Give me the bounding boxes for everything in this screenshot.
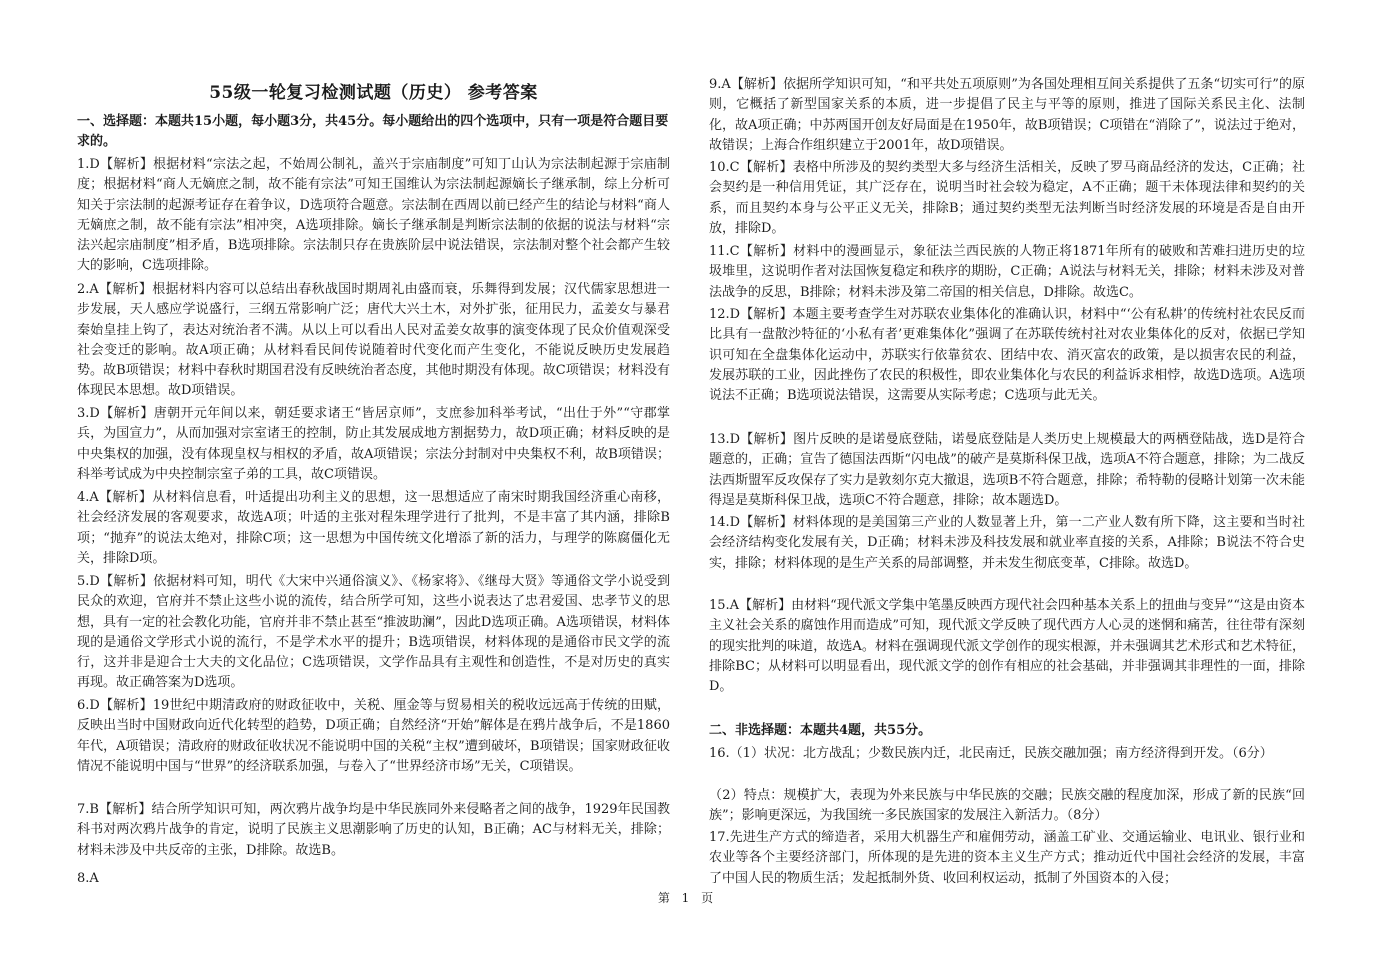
answer-item-7: 7.B【解析】结合所学知识可知，两次鸦片战争均是中华民族同外来侵略者之间的战争，1929年民国教科书对两次鸦片战争的肯定，说明了民族主义思潮影响了历史的认知，B正确；AC与材料无关，排除；材料未涉及中共反帝的主张，D排除。故选B。 bbox=[77, 802, 670, 858]
answer-item-14: 14.D【解析】材料体现的是美国第三产业的人数显著上升，第一二产业人数有所下降，这主要和当时社会经济结构变化发展有关，D正确；材料未涉及科技发展和就业率直接的关系，A排除；B说法不符合史实，排除；材料体现的是生产关系的局部调整，并未发生彻底变革，C排除。故选D。 bbox=[709, 515, 1305, 571]
answer-item-8: 8.A bbox=[77, 871, 99, 886]
answer-item-11: 11.C【解析】材料中的漫画显示，象征法兰西民族的人物正将1871年所有的破败和苦难扫进历史的垃圾堆里，这说明作者对法国恢复稳定和秩序的期盼，C正确；A说法与材料无关，排除；材料未涉及对普法战争的反思，B排除；材料未涉及第二帝国的相关信息，D排除。故选C。 bbox=[709, 244, 1305, 300]
answer-item-10: 10.C【解析】表格中所涉及的契约类型大多与经济生活相关，反映了罗马商品经济的发达，C正确；社会契约是一种信用凭证，其广泛存在，说明当时社会较为稳定，A不正确；题干未体现法律和契约的关系，而且契约本身与公平正义无关，排除B；通过契约类型无法判断当时经济发展的环境是否是自由开放，排除D。 bbox=[709, 160, 1305, 236]
section-2-heading: 二、非选择题：本题共4题，共55分。 bbox=[709, 723, 932, 738]
answer-item-5: 5.D【解析】依据材料可知，明代《大宋中兴通俗演义》、《杨家将》、《继母大贤》等通俗文学小说受到民众的欢迎，官府并不禁止这些小说的流传，结合所学可知，这些小说表达了忠君爱国、忠孝节义的思想，具有一定的社会教化功能，官府并非不禁止甚至“推波助澜”，因此D选项正确。A选项错误，材料体现的是通俗文学形式小说的流行，不是学术水平的提升；B选项错误，材料体现的是通俗市民文学的流行，这并非是迎合士大夫的文化品位；C选项错误，文学作品具有主观性和创造性，不是对历史的真实再现。故正确答案为D选项。 bbox=[77, 574, 670, 691]
answer-item-17: 17.先进生产方式的缔造者，采用大机器生产和雇佣劳动，涵盖工矿业、交通运输业、电讯业、银行业和农业等各个主要经济部门，所体现的是先进的资本主义生产方式；推动近代中国社会经济的发展，丰富了中国人民的物质生活；发起抵制外货、收回利权运动，抵制了外国资本的入侵； bbox=[709, 830, 1305, 886]
answer-item-16-part-2: （2）特点：规模扩大，表现为外来民族与中华民族的交融；民族交融的程度加深，形成了新的民族“回族”；影响更深远，为我国统一多民族国家的发展注入新活力。（8分） bbox=[709, 788, 1305, 824]
answer-item-3: 3.D【解析】唐朝开元年间以来，朝廷要求诸王“皆居京师”，支庶参加科举考试，“出仕于外”“守郡掌兵，为国宣力”，从而加强对宗室诸王的控制，防止其发展成地方割据势力，故D项正确；材料反映的是中央集权的加强，没有体现皇权与相权的矛盾，故A项错误；宗法分封制对中央集权不利，故B项错误；科举考试成为中央控制宗室子弟的工具，故C项错误。 bbox=[77, 406, 670, 482]
answer-item-13: 13.D【解析】图片反映的是诺曼底登陆，诺曼底登陆是人类历史上规模最大的两栖登陆战，选D是符合题意的，正确；宣告了德国法西斯“闪电战”的破产是莫斯科保卫战，选项A不符合题意，排除；为二战反法西斯盟军反攻保存了实力是敦刻尔克大撤退，选项B不符合题意，排除；希特勒的侵略计划第一次未能得逞是莫斯科保卫战，选项C不符合题意，排除；故本题选D。 bbox=[709, 432, 1305, 508]
answer-item-6: 6.D【解析】19世纪中期清政府的财政征收中，关税、厘金等与贸易相关的税收远远高于传统的田赋，反映出当时中国财政向近代化转型的趋势，D项正确；自然经济“开始”解体是在鸦片战争后，不是1860年代，A项错误；清政府的财政征收状况不能说明中国的关税“主权”遭到破坏，B项错误；国家财政征收情况不能说明中国与“世界”的经济联系加强，与卷入了“世界经济市场”无关，C项错误。 bbox=[77, 698, 670, 774]
answer-item-15: 15.A【解析】由材料“现代派文学集中笔墨反映西方现代社会四种基本关系上的扭曲与变异”“这是由资本主义社会关系的腐蚀作用而造成”可知，现代派文学反映了现代西方人心灵的迷惘和痛苦，往往带有深刻的现实批判的味道，故选A。材料在强调现代派文学创作的现实根源，并未强调其艺术形式和艺术特征，排除BC；从材料可以明显看出，现代派文学的创作有相应的社会基础，并非强调其非理性的一面，排除D。 bbox=[709, 598, 1306, 695]
answer-item-2: 2.A【解析】根据材料内容可以总结出春秋战国时期周礼由盛而衰，乐舞得到发展；汉代儒家思想进一步发展，天人感应学说盛行，三纲五常影响广泛；唐代大兴土木，对外扩张，征用民力，孟姜女与暴君秦始皇挂上钩了，表达对统治者不满。从以上可以看出人民对孟姜女故事的演变体现了民众价值观深受社会变迁的影响。故A项正确；从材料看民间传说随着时代变化而产生变化，不能说反映历史发展趋势。故B项错误；材料中春秋时期国君没有反映统治者态度，其他时期没有体现。故C项错误；材料没有体现民本思想。故D项错误。 bbox=[77, 282, 670, 399]
answer-item-12: 12.D【解析】本题主要考查学生对苏联农业集体化的准确认识，材料中“‘公有私耕’的传统村社农民反而比具有一盘散沙特征的‘小私有者’更难集体化”强调了在苏联传统村社对农业集体化的反对，依据已学知识可知在全盘集体化运动中，苏联实行依靠贫农、团结中农、消灭富农的政策，是以损害农民的利益，发展苏联的工业，因此挫伤了农民的积极性，即农业集体化与农民的利益诉求相悖，故选D选项。A选项说法不正确；B选项说法错误，这需要从实际考虑；C选项与此无关。 bbox=[709, 307, 1305, 404]
answer-item-1: 1.D【解析】根据材料“宗法之起，不始周公制礼，盖兴于宗庙制度”可知丁山认为宗法制起源于宗庙制度；根据材料“商人无嫡庶之制，故不能有宗法”可知王国维认为宗法制起源嫡长子继承制，综上分析可知关于宗法制的起源考证存在着争议，D选项符合题意。宗法制在西周以前已经产生的结论与材料“商人无嫡庶之制，故不能有宗法”相冲突，A选项排除。嫡长子继承制是判断宗法制的依据的说法与材料“宗法兴起宗庙制度”相矛盾，B选项排除。宗法制只存在贵族阶层中说法错误，宗法制对整个社会都产生较大的影响，C选项排除。 bbox=[77, 157, 670, 274]
page-title: 55级一轮复习检测试题（历史） 参考答案 bbox=[209, 83, 538, 103]
answer-item-9: 9.A【解析】依据所学知识可知，“和平共处五项原则”为各国处理相互间关系提供了五条“切实可行”的原则，它概括了新型国家关系的本质，进一步提倡了民主与平等的原则，推进了国际关系民主化、法制化，故A项正确；中苏两国开创友好局面是在1950年，故B项错误；C项错在“消除了”，说法过于绝对，故错误；上海合作组织建立于2001年，故D项错误。 bbox=[709, 77, 1305, 153]
page-number: 第 1 页 bbox=[657, 891, 718, 905]
section-1-heading: 一、选择题：本题共15小题，每小题3分，共45分。每小题给出的四个选项中，只有一项是符合题目要求的。 bbox=[77, 114, 669, 150]
answer-item-4: 4.A【解析】从材料信息看，叶适提出功利主义的思想，这一思想适应了南宋时期我国经济重心南移，社会经济发展的客观要求，故选A项；叶适的主张对程朱理学进行了批判，不是丰富了其内涵，排除B项；“抛弃”的说法太绝对，排除C项；这一思想为中国传统文化增添了新的活力，与理学的陈腐僵化无关，排除D项。 bbox=[77, 490, 670, 566]
answer-item-16-part-1: 16.（1）状况：北方战乱；少数民族内迁，北民南迁，民族交融加强；南方经济得到开发。（6分） bbox=[709, 746, 1273, 761]
